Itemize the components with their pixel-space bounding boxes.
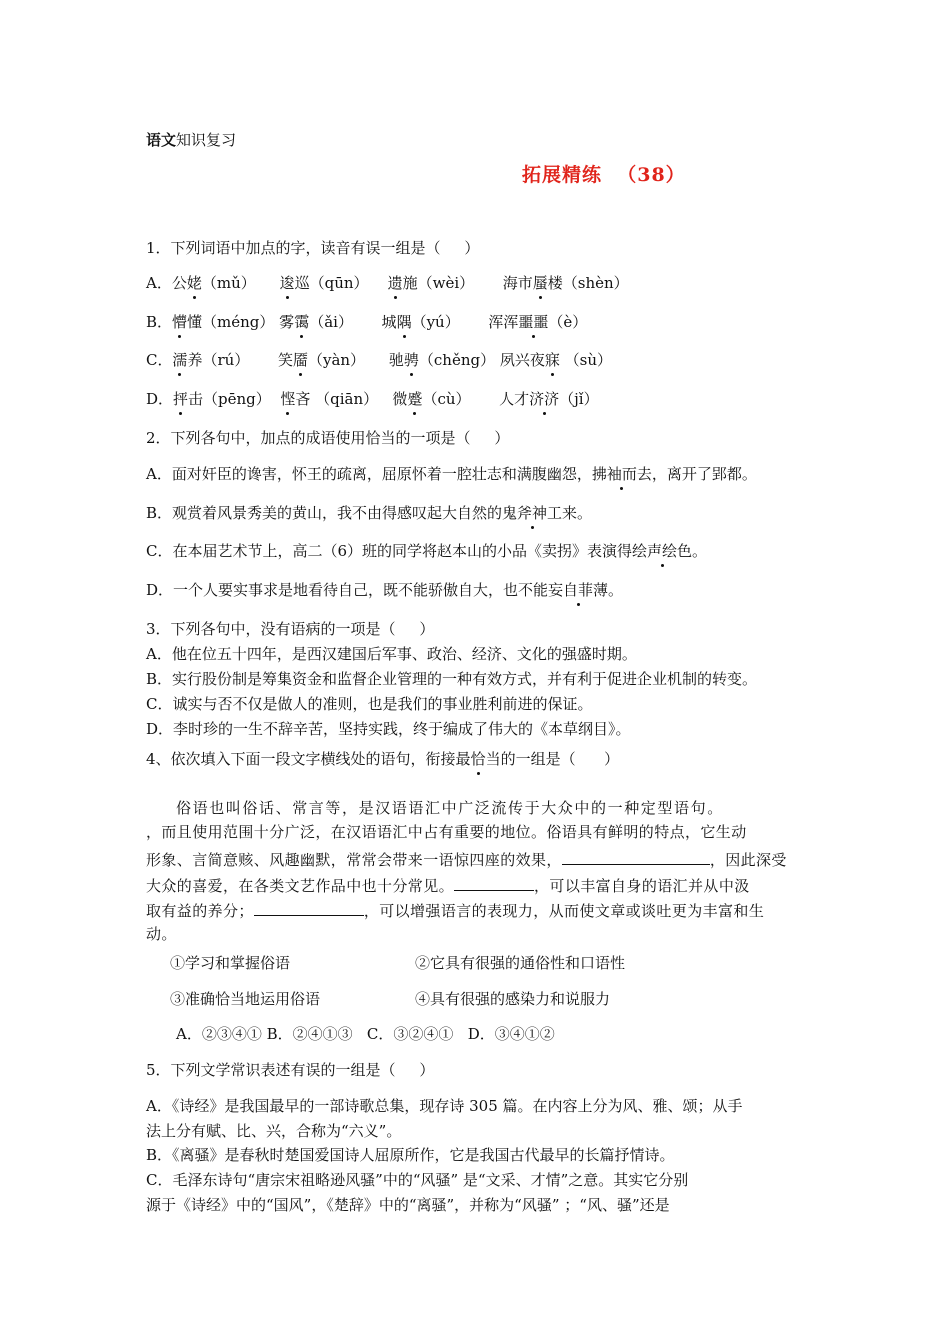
q2-option-c: C．在本届艺术节上，高二（6）班的同学将赵本山的小品《卖拐》表演得绘声绘色。 <box>146 542 708 560</box>
q4-passage-line-2: ，而且使用范围十分广泛，在汉语语汇中占有重要的地位。俗语具有鲜明的特点，它生动 <box>146 823 747 841</box>
q3-option-d: D．李时珍的一生不辞辛苦，坚持实践，终于编成了伟大的《本草纲目》。 <box>146 720 631 738</box>
q4-sentence-4: ④具有很强的感染力和说服力 <box>415 990 611 1008</box>
q3-option-b: B．实行股份制是筹集资金和监督企业管理的一种有效方式，并有利于促进企业机制的转变。 <box>146 670 758 688</box>
q2-option-d: D．一个人要实事求是地看待自己，既不能骄傲自大，也不能妄自菲薄。 <box>146 581 624 599</box>
q2-option-a: A．面对奸臣的谗害，怀王的疏离，屈原怀着一腔壮志和满腹幽怨，拂袖而去，离开了郢都。 <box>146 465 757 483</box>
q4-passage-line-3: 形象、言简意赅、风趣幽默，常常会带来一语惊四座的效果， ，因此深受 <box>146 848 787 870</box>
q5-option-c-line-1: C．毛泽东诗句“唐宗宋祖略逊风骚”中的“风骚” 是“文采、才情”之意。其实它分别 <box>146 1171 689 1189</box>
q4-stem: 4、依次填入下面一段文字横线处的语句，衔接最恰当的一组是（ ） <box>146 750 620 768</box>
q1-option-c: C．濡养（rú） 笑靥（yàn） 驰骋（chěng） 夙兴夜寐 （sù） <box>146 351 613 369</box>
q4-passage-line-5: 取有益的养分； ，可以增强语言的表现力，从而使文章或谈吐更为丰富和生 <box>146 899 764 921</box>
q1-option-d: D．抨击（pēng） 悭吝 （qiān） 微蹙（cù） 人才济济（jǐ） <box>146 390 599 408</box>
q5-stem: 5．下列文学常识表述有误的一组是（ ） <box>146 1061 435 1079</box>
q5-option-b: B．《离骚》是春秋时楚国爱国诗人屈原所作，它是我国古代最早的长篇抒情诗。 <box>146 1146 675 1164</box>
q3-stem: 3．下列各句中，没有语病的一项是（ ） <box>146 620 435 638</box>
q4-passage-line-4: 大众的喜爱，在各类文艺作品中也十分常见。 ，可以丰富自身的语汇并从中汲 <box>146 874 750 896</box>
q1-option-a: A．公姥（mǔ） 逡巡（qūn） 遗施（wèi） 海市蜃楼（shèn） <box>146 274 629 292</box>
q1-stem: 1．下列词语中加点的字，读音有误一组是（ ） <box>146 239 480 257</box>
q4-sentence-2: ②它具有很强的通俗性和口语性 <box>415 954 626 972</box>
q5-option-c-line-2: 源于《诗经》中的“国风”，《楚辞》中的“离骚”，并称为“风骚” ；“风、骚”还是 <box>146 1196 670 1214</box>
page-title: 拓展精练 （38） <box>522 164 686 186</box>
q4-passage-line-1: 俗语也叫俗话、常言等，是汉语语汇中广泛流传于大众中的一种定型语句。 <box>176 799 724 817</box>
blank-1 <box>562 848 710 865</box>
q4-passage-line-6: 动。 <box>146 925 177 943</box>
q2-option-b: B．观赏着风景秀美的黄山，我不由得感叹起大自然的鬼斧神工来。 <box>146 504 593 522</box>
blank-3 <box>254 899 364 916</box>
q4-choices: A．②③④① B．②④①③ C．③②④① D．③④①② <box>176 1025 555 1043</box>
q4-sentence-3: ③准确恰当地运用俗语 <box>170 990 321 1008</box>
q3-option-a: A．他在位五十四年，是西汉建国后军事、政治、经济、文化的强盛时期。 <box>146 645 637 663</box>
q4-sentence-1: ①学习和掌握俗语 <box>170 954 291 972</box>
q1-option-b: B．懵懂（méng） 雾霭（ǎi） 城隅（yú） 浑浑噩噩（è） <box>146 313 588 331</box>
header-subject: 语文知识复习 <box>146 131 237 149</box>
q3-option-c: C．诚实与否不仅是做人的准则，也是我们的事业胜利前进的保证。 <box>146 695 593 713</box>
blank-2 <box>454 874 534 891</box>
q5-option-a-line-2: 法上分有赋、比、兴，合称为“六义”。 <box>146 1122 402 1140</box>
q5-option-a-line-1: A．《诗经》是我国最早的一部诗歌总集，现存诗 305 篇。在内容上分为风、雅、颂；从手 <box>146 1097 743 1115</box>
q2-stem: 2．下列各句中，加点的成语使用恰当的一项是（ ） <box>146 429 510 447</box>
